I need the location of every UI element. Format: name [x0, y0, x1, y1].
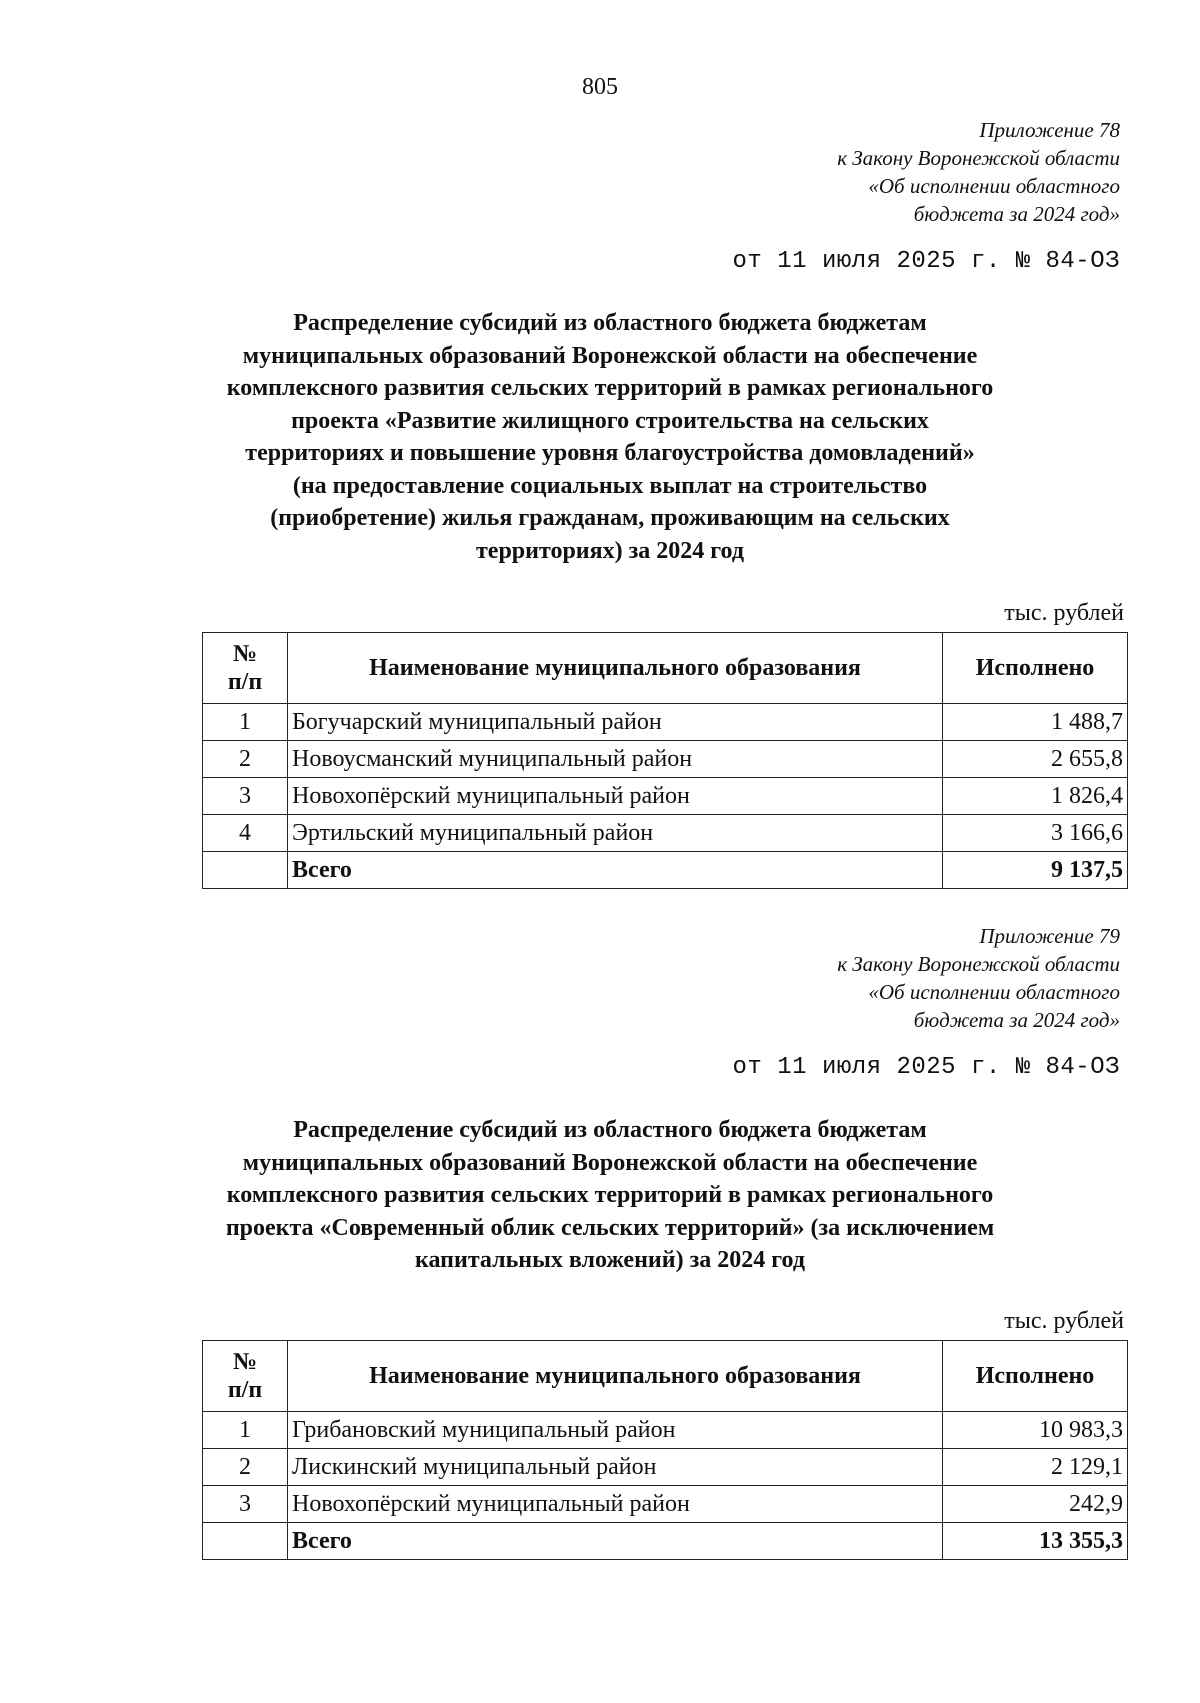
appendix-79-title: [170, 1114, 1050, 1277]
header-number-line-2: п/п: [227, 669, 263, 695]
appendix-78-table: [202, 632, 1128, 889]
table-row: [203, 1449, 1128, 1486]
appendix-78-units: тыс. рублей: [1004, 600, 1124, 626]
row-value: 3 166,6: [943, 815, 1128, 852]
total-label: Всего: [288, 852, 943, 889]
row-number: 2: [203, 741, 288, 778]
appendix-79-units: тыс. рублей: [1004, 1308, 1124, 1334]
appendix-78-line-3: «Об исполнении областного: [868, 174, 1120, 198]
total-number: [203, 852, 288, 889]
appendix-78-title-line-5: территориях и повышение уровня благоустройства домовладений»: [245, 440, 975, 466]
header-executed: Исполнено: [943, 1341, 1128, 1412]
table-row: [203, 1486, 1128, 1523]
row-value: 1 826,4: [943, 778, 1128, 815]
row-number: 2: [203, 1449, 288, 1486]
header-number-line-2: п/п: [227, 1377, 263, 1403]
appendix-79-table: [202, 1340, 1128, 1560]
appendix-79-title-line-2: муниципальных образований Воронежской области на обеспечение: [242, 1149, 978, 1176]
table-total-row: [203, 852, 1128, 889]
header-number: [203, 1341, 288, 1412]
row-value: 2 655,8: [943, 741, 1128, 778]
row-name: Лискинский муниципальный район: [288, 1449, 943, 1486]
header-number: [203, 633, 288, 704]
header-number-line-1: №: [232, 641, 258, 667]
appendix-78-title-line-2: муниципальных образований Воронежской области на обеспечение: [242, 342, 978, 369]
appendix-79-title-line-5: капитальных вложений) за 2024 год: [415, 1247, 805, 1273]
table-header-row: [203, 1341, 1128, 1412]
table-total-row: [203, 1523, 1128, 1560]
row-value: 10 983,3: [943, 1412, 1128, 1449]
header-executed: Исполнено: [943, 633, 1128, 704]
appendix-79-line-1: Приложение 79: [979, 924, 1120, 948]
row-name: Грибановский муниципальный район: [288, 1412, 943, 1449]
appendix-79-law-ref: от 11 июля 2025 г. № 84-ОЗ: [732, 1054, 1120, 1081]
appendix-78-title-line-7: (приобретение) жилья гражданам, проживающим на сельских: [270, 505, 950, 531]
appendix-79-line-2: к Закону Воронежской области: [837, 952, 1120, 976]
row-value: 1 488,7: [943, 704, 1128, 741]
appendix-78-title-line-1: Распределение субсидий из областного бюджета бюджетам: [293, 310, 927, 336]
appendix-79-line-3: «Об исполнении областного: [868, 980, 1120, 1004]
table-row: [203, 778, 1128, 815]
table-row: [203, 815, 1128, 852]
appendix-79-title-line-3: комплексного развития сельских территорий в рамках регионального: [226, 1182, 994, 1208]
appendix-78-title-line-4: проекта «Развитие жилищного строительства на сельских: [291, 407, 929, 434]
row-name: Эртильский муниципальный район: [288, 815, 943, 852]
appendix-78-line-2: к Закону Воронежской области: [837, 146, 1120, 170]
row-number: 3: [203, 1486, 288, 1523]
table-header-row: [203, 633, 1128, 704]
header-number-line-1: №: [232, 1349, 258, 1375]
appendix-79-caption: [837, 922, 1120, 1034]
row-number: 1: [203, 704, 288, 741]
appendix-79-title-line-1: Распределение субсидий из областного бюджета бюджетам: [293, 1117, 927, 1143]
total-value: 13 355,3: [943, 1523, 1128, 1560]
appendix-78-law-ref: от 11 июля 2025 г. № 84-ОЗ: [732, 248, 1120, 275]
page-number: 805: [582, 74, 618, 100]
row-number: 4: [203, 815, 288, 852]
appendix-78-line-1: Приложение 78: [979, 118, 1120, 142]
row-value: 2 129,1: [943, 1449, 1128, 1486]
appendix-78-caption: [837, 116, 1120, 228]
table-row: [203, 704, 1128, 741]
row-number: 1: [203, 1412, 288, 1449]
total-number: [203, 1523, 288, 1560]
row-name: Новохопёрский муниципальный район: [288, 1486, 943, 1523]
appendix-78-title-line-6: (на предоставление социальных выплат на строительство: [292, 472, 928, 499]
total-label: Всего: [288, 1523, 943, 1560]
appendix-78-title-line-3: комплексного развития сельских территорий в рамках регионального: [226, 375, 994, 401]
row-name: Новохопёрский муниципальный район: [288, 778, 943, 815]
row-name: Новоусманский муниципальный район: [288, 741, 943, 778]
table-row: [203, 741, 1128, 778]
appendix-79-title-line-4: проекта «Современный облик сельских территорий» (за исключением: [225, 1214, 995, 1241]
appendix-78-title: [170, 307, 1050, 567]
header-name: Наименование муниципального образования: [288, 633, 943, 704]
appendix-78-line-4: бюджета за 2024 год»: [913, 202, 1120, 226]
header-name: Наименование муниципального образования: [288, 1341, 943, 1412]
row-value: 242,9: [943, 1486, 1128, 1523]
table-row: [203, 1412, 1128, 1449]
row-number: 3: [203, 778, 288, 815]
appendix-79-line-4: бюджета за 2024 год»: [913, 1008, 1120, 1032]
appendix-78-title-line-8: территориях) за 2024 год: [476, 537, 744, 564]
row-name: Богучарский муниципальный район: [288, 704, 943, 741]
total-value: 9 137,5: [943, 852, 1128, 889]
